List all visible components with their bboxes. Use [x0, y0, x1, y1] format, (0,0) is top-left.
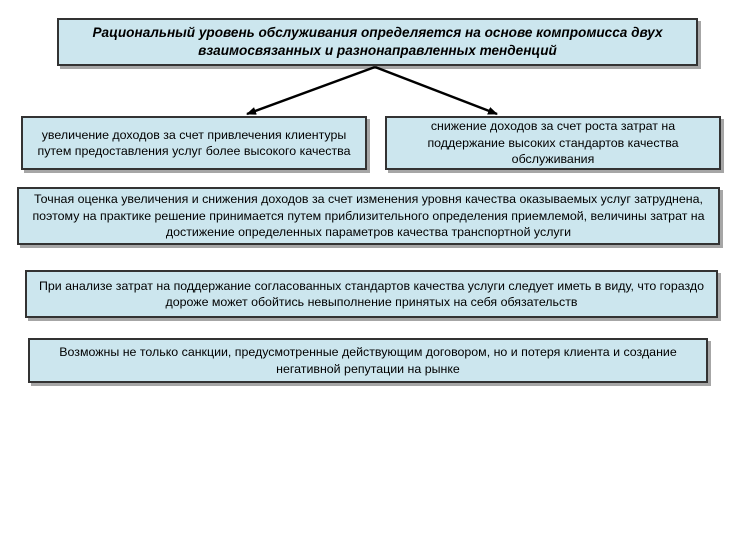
- risk-text: Возможны не только санкции, предусмотренные действующим договором, но и потеря клиента и создание негативной репутации на рынке: [59, 345, 677, 376]
- estimate-box: [17, 187, 720, 245]
- risk-box: [28, 338, 708, 383]
- analysis-box: [25, 270, 718, 318]
- revenue-increase-box: [21, 116, 367, 170]
- arrow-to-left-box: [247, 67, 375, 114]
- arrow-to-right-box: [375, 67, 497, 114]
- estimate-text: Точная оценка увеличения и снижения доходов за счет изменения уровня качества оказываемых услуг затруднена, поэтому на практике решение принимается путем приблизительного определения приемлемой, величины затрат на достижение определенных параметров качества транспортной услуги: [32, 192, 705, 240]
- title-box: [57, 18, 698, 66]
- analysis-text: При анализе затрат на поддержание согласованных стандартов качества услуги следует иметь в виду, что гораздо дороже может обойтись невыполнение принятых на себя обязательств: [39, 278, 704, 309]
- revenue-decrease-text: снижение доходов за счет роста затрат на поддержание высоких стандартов качества обслуживания: [427, 119, 679, 167]
- title-text: Рациональный уровень обслуживания определяется на основе компромисса двух взаимосвязанных и разнонаправленных тенденций: [92, 25, 663, 58]
- revenue-decrease-box: [385, 116, 721, 170]
- revenue-increase-text: увеличение доходов за счет привлечения клиентуры путем предоставления услуг более высокого качества: [37, 127, 351, 158]
